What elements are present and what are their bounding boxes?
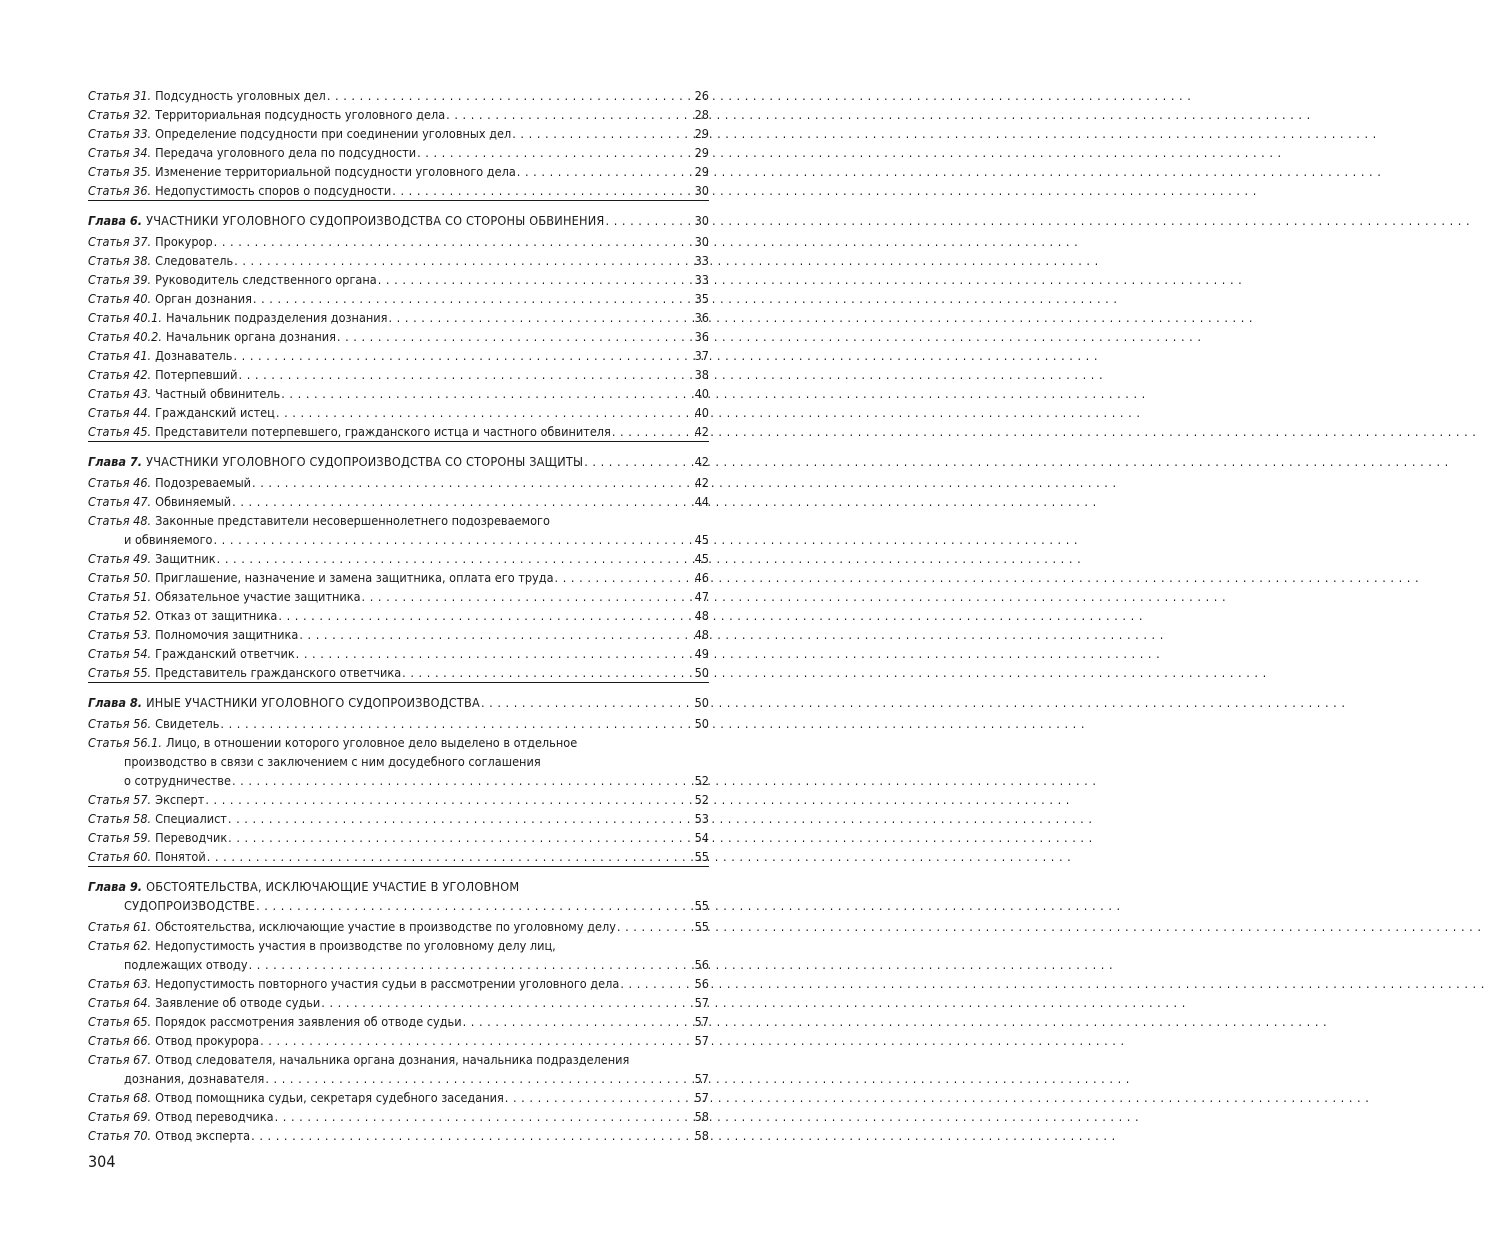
article-first-line	[88, 1050, 709, 1069]
article-entry[interactable]	[88, 809, 709, 828]
article-label: Статья 47.	[88, 494, 152, 509]
leader-dots	[299, 625, 693, 644]
article-page: 47	[694, 589, 709, 604]
leader-dots	[617, 917, 694, 936]
article-entry[interactable]	[88, 86, 709, 105]
article-entry[interactable]	[88, 790, 709, 809]
article-continuation	[88, 1069, 709, 1088]
article-continuation	[88, 530, 709, 549]
chapter-page: 30	[694, 213, 709, 228]
leader-dots	[207, 847, 694, 866]
article-entry[interactable]	[88, 422, 709, 441]
article-title: Орган дознания	[155, 291, 252, 306]
chapter-section	[88, 682, 709, 866]
article-entry[interactable]	[88, 270, 709, 289]
leader-dots	[281, 384, 693, 403]
article-title: Прокурор	[155, 234, 213, 249]
article-label: Статья 48.	[88, 513, 152, 528]
article-title: Территориальная подсудность уголовного дела	[155, 107, 446, 122]
article-label: Статья 63.	[88, 976, 152, 991]
article-label: Статья 54.	[88, 646, 152, 661]
article-title: Недопустимость участия в производстве по уголовному делу лиц,	[155, 938, 556, 953]
chapter-title: УЧАСТНИКИ УГОЛОВНОГО СУДОПРОИЗВОДСТВА СО СТОРОНЫ ОБВИНЕНИЯ	[146, 213, 605, 228]
article-title: Дознаватель	[155, 348, 233, 363]
article-first-line	[88, 936, 709, 955]
article-entry[interactable]	[88, 511, 709, 549]
leader-dots	[232, 492, 693, 511]
article-page: 30	[694, 183, 709, 198]
chapter-title-continued: СУДОПРОИЗВОДСТВЕ	[124, 898, 256, 913]
article-title: Начальник органа дознания	[165, 329, 336, 344]
article-continuation	[88, 771, 709, 790]
article-page: 37	[694, 348, 709, 363]
article-page: 45	[694, 532, 709, 547]
article-page: 28	[694, 107, 709, 122]
article-label: Статья 68.	[88, 1090, 152, 1105]
leader-dots	[232, 771, 694, 790]
article-entry[interactable]	[88, 1012, 709, 1031]
leader-dots	[505, 1088, 694, 1107]
article-title: Потерпевший	[155, 367, 238, 382]
article-label: Статья 64.	[88, 995, 152, 1010]
article-entry[interactable]	[88, 232, 709, 251]
article-page: 29	[694, 145, 709, 160]
article-title: Подсудность уголовных дел	[155, 88, 326, 103]
chapter-label: Глава 9.	[88, 879, 143, 894]
article-title-continued: и обвиняемого	[124, 532, 213, 547]
article-continuation	[88, 955, 709, 974]
chapter-label: Глава 7.	[88, 454, 143, 469]
article-entry[interactable]	[88, 1050, 709, 1088]
chapter-label: Глава 8.	[88, 695, 143, 710]
article-title-continued: о сотрудничестве	[124, 773, 231, 788]
article-page: 53	[694, 811, 709, 826]
article-label: Статья 46.	[88, 475, 152, 490]
article-entry[interactable]	[88, 993, 709, 1012]
article-label: Статья 61.	[88, 919, 152, 934]
article-title-continued: дознания, дознавателя	[124, 1071, 265, 1086]
article-title-continued: подлежащих отводу	[124, 957, 248, 972]
article-entry[interactable]	[88, 492, 709, 511]
article-label: Статья 52.	[88, 608, 152, 623]
article-label: Статья 32.	[88, 107, 152, 122]
article-label: Статья 57.	[88, 792, 152, 807]
leader-dots	[606, 211, 694, 230]
article-entry[interactable]	[88, 1031, 709, 1050]
article-page: 57	[694, 995, 709, 1010]
article-entry[interactable]	[88, 251, 709, 270]
article-label: Статья 58.	[88, 811, 152, 826]
article-entry[interactable]	[88, 936, 709, 974]
article-page: 48	[694, 608, 709, 623]
article-page: 26	[694, 88, 709, 103]
article-title: Понятой	[155, 849, 206, 864]
article-label: Статья 70.	[88, 1128, 152, 1143]
leader-dots	[517, 162, 694, 181]
article-title: Обстоятельства, исключающие участие в производстве по уголовному делу	[155, 919, 616, 934]
chapter-first-line	[88, 877, 709, 896]
article-label: Статья 56.	[88, 716, 152, 731]
chapter-entry[interactable]	[88, 877, 709, 915]
article-label: Статья 60.	[88, 849, 152, 864]
article-title: Отвод прокурора	[155, 1033, 260, 1048]
page-number: 304	[88, 1152, 116, 1171]
leader-dots	[252, 473, 694, 492]
leader-dots	[555, 568, 694, 587]
chapter-section	[88, 866, 709, 1145]
article-entry[interactable]	[88, 181, 709, 200]
chapter-entry[interactable]	[88, 693, 709, 712]
leader-dots	[296, 644, 694, 663]
leader-dots	[392, 181, 693, 200]
article-entry[interactable]	[88, 365, 709, 384]
article-title: Отвод переводчика	[155, 1109, 274, 1124]
leader-dots	[265, 1069, 693, 1088]
leader-dots	[512, 124, 693, 143]
leader-dots	[251, 1126, 693, 1145]
article-title: Следователь	[155, 253, 234, 268]
article-page: 36	[694, 310, 709, 325]
article-entry[interactable]	[88, 346, 709, 365]
article-page: 49	[694, 646, 709, 661]
article-page: 50	[694, 716, 709, 731]
leader-dots	[249, 955, 694, 974]
leader-dots	[278, 606, 693, 625]
article-label: Статья 34.	[88, 145, 152, 160]
table-of-contents	[88, 86, 709, 1145]
article-title: Обвиняемый	[155, 494, 232, 509]
leader-dots	[217, 549, 694, 568]
article-title: Обязательное участие защитника	[155, 589, 361, 604]
leader-dots	[388, 308, 693, 327]
article-page: 44	[694, 494, 709, 509]
article-label: Статья 56.1.	[88, 735, 162, 750]
article-entry[interactable]	[88, 105, 709, 124]
leader-dots	[260, 1031, 694, 1050]
article-title: Заявление об отводе судьи	[155, 995, 321, 1010]
article-title: Приглашение, назначение и замена защитника, оплата его труда	[155, 570, 554, 585]
article-label: Статья 37.	[88, 234, 152, 249]
article-label: Статья 59.	[88, 830, 152, 845]
article-group	[88, 86, 709, 200]
chapter-continuation	[88, 896, 709, 915]
article-entry[interactable]	[88, 568, 709, 587]
article-label: Статья 65.	[88, 1014, 152, 1029]
article-title: Специалист	[155, 811, 227, 826]
article-title: Отвод эксперта	[155, 1128, 251, 1143]
article-page: 56	[694, 976, 709, 991]
article-label: Статья 69.	[88, 1109, 152, 1124]
leader-dots	[213, 530, 693, 549]
article-entry[interactable]	[88, 143, 709, 162]
leader-dots	[228, 809, 694, 828]
article-title: Отвод следователя, начальника органа дознания, начальника подразделения	[155, 1052, 630, 1067]
article-entry[interactable]	[88, 974, 709, 993]
leader-dots	[463, 1012, 694, 1031]
leader-dots	[417, 143, 693, 162]
article-title: Законные представители несовершеннолетнего подозреваемого	[155, 513, 550, 528]
article-entry[interactable]	[88, 1088, 709, 1107]
leader-dots	[378, 270, 694, 289]
article-title: Гражданский истец	[155, 405, 275, 420]
article-title: Подозреваемый	[155, 475, 252, 490]
leader-dots	[220, 714, 693, 733]
article-entry[interactable]	[88, 473, 709, 492]
article-label: Статья 62.	[88, 938, 152, 953]
chapter-section	[88, 441, 709, 682]
leader-dots	[321, 993, 693, 1012]
article-entry[interactable]	[88, 403, 709, 422]
article-title: Недопустимость споров о подсудности	[155, 183, 392, 198]
leader-dots	[276, 403, 694, 422]
leader-dots	[253, 289, 694, 308]
article-label: Статья 51.	[88, 589, 152, 604]
article-label: Статья 41.	[88, 348, 152, 363]
article-entry[interactable]	[88, 384, 709, 403]
leader-dots	[612, 422, 694, 441]
article-page: 36	[694, 329, 709, 344]
article-page: 33	[694, 253, 709, 268]
article-page: 40	[694, 386, 709, 401]
article-title: Свидетель	[155, 716, 220, 731]
leader-dots	[362, 587, 694, 606]
chapter-section	[88, 200, 709, 441]
article-label: Статья 43.	[88, 386, 152, 401]
article-entry[interactable]	[88, 1126, 709, 1145]
leader-dots	[337, 327, 694, 346]
article-entry[interactable]	[88, 289, 709, 308]
article-title: Передача уголовного дела по подсудности	[155, 145, 417, 160]
article-page: 54	[694, 830, 709, 845]
article-title: Отвод помощника судьи, секретаря судебного заседания	[155, 1090, 504, 1105]
article-title: Отказ от защитника	[155, 608, 278, 623]
article-entry[interactable]	[88, 549, 709, 568]
leader-dots	[228, 828, 693, 847]
article-page: 55	[694, 849, 709, 864]
article-page: 52	[694, 792, 709, 807]
leader-dots	[233, 346, 693, 365]
article-label: Статья 55.	[88, 665, 152, 680]
article-entry[interactable]	[88, 587, 709, 606]
article-entry[interactable]	[88, 917, 709, 936]
article-page: 50	[694, 665, 709, 680]
chapter-title: ИНЫЕ УЧАСТНИКИ УГОЛОВНОГО СУДОПРОИЗВОДСТВА	[146, 695, 480, 710]
article-entry[interactable]	[88, 733, 709, 790]
article-label: Статья 39.	[88, 272, 152, 287]
article-page: 57	[694, 1071, 709, 1086]
article-page: 40	[694, 405, 709, 420]
article-title: Изменение территориальной подсудности уголовного дела	[155, 164, 516, 179]
article-page: 45	[694, 551, 709, 566]
chapter-title: УЧАСТНИКИ УГОЛОВНОГО СУДОПРОИЗВОДСТВА СО СТОРОНЫ ЗАЩИТЫ	[146, 454, 584, 469]
leader-dots	[256, 896, 693, 915]
article-label: Статья 50.	[88, 570, 152, 585]
article-page: 56	[694, 957, 709, 972]
article-label: Статья 44.	[88, 405, 152, 420]
article-entry[interactable]	[88, 124, 709, 143]
leader-dots	[327, 86, 694, 105]
article-entry[interactable]	[88, 606, 709, 625]
article-first-line	[88, 733, 709, 752]
leader-dots	[205, 790, 693, 809]
article-title: Эксперт	[155, 792, 205, 807]
chapter-entry[interactable]	[88, 452, 709, 471]
chapter-page: 50	[694, 695, 709, 710]
article-title: Представитель гражданского ответчика	[155, 665, 402, 680]
leader-dots	[275, 1107, 694, 1126]
article-title: Представители потерпевшего, гражданского истца и частного обвинителя	[155, 424, 611, 439]
article-entry[interactable]	[88, 1107, 709, 1126]
article-title: Начальник подразделения дознания	[165, 310, 388, 325]
article-label: Статья 40.	[88, 291, 152, 306]
article-label: Статья 67.	[88, 1052, 152, 1067]
leader-dots	[620, 974, 693, 993]
article-page: 29	[694, 126, 709, 141]
article-page: 35	[694, 291, 709, 306]
article-page: 58	[694, 1128, 709, 1143]
article-page: 55	[694, 919, 709, 934]
article-page: 33	[694, 272, 709, 287]
article-entry[interactable]	[88, 162, 709, 181]
article-label: Статья 35.	[88, 164, 152, 179]
leader-dots	[214, 232, 694, 251]
article-title: Определение подсудности при соединении уголовных дел	[155, 126, 512, 141]
article-page: 57	[694, 1090, 709, 1105]
article-page: 48	[694, 627, 709, 642]
chapter-page: 55	[694, 898, 709, 913]
leader-dots	[239, 365, 694, 384]
article-page: 42	[694, 424, 709, 439]
leader-dots	[584, 452, 693, 471]
article-page: 30	[694, 234, 709, 249]
article-page: 38	[694, 367, 709, 382]
article-page: 42	[694, 475, 709, 490]
article-page: 58	[694, 1109, 709, 1124]
article-entry[interactable]	[88, 847, 709, 866]
article-page: 52	[694, 773, 709, 788]
article-label: Статья 40.2.	[88, 329, 162, 344]
leader-dots	[481, 693, 694, 712]
article-label: Статья 36.	[88, 183, 152, 198]
article-label: Статья 33.	[88, 126, 152, 141]
article-title: Лицо, в отношении которого уголовное дело выделено в отдельное	[165, 735, 578, 750]
article-page: 29	[694, 164, 709, 179]
chapter-label: Глава 6.	[88, 213, 143, 228]
article-entry[interactable]	[88, 714, 709, 733]
article-title: Гражданский ответчик	[155, 646, 295, 661]
article-entry[interactable]	[88, 308, 709, 327]
article-title: Защитник	[155, 551, 216, 566]
leader-dots	[446, 105, 693, 124]
article-entry[interactable]	[88, 327, 709, 346]
article-title: Руководитель следственного органа	[155, 272, 377, 287]
chapter-title: ОБСТОЯТЕЛЬСТВА, ИСКЛЮЧАЮЩИЕ УЧАСТИЕ В УГОЛОВНОМ	[146, 879, 520, 894]
article-title: Полномочия защитника	[155, 627, 299, 642]
article-label: Статья 66.	[88, 1033, 152, 1048]
article-title: Частный обвинитель	[155, 386, 281, 401]
article-first-line	[88, 511, 709, 530]
chapter-page: 42	[694, 454, 709, 469]
article-label: Статья 49.	[88, 551, 152, 566]
article-page: 57	[694, 1014, 709, 1029]
article-title: Недопустимость повторного участия судьи в рассмотрении уголовного дела	[155, 976, 620, 991]
article-label: Статья 38.	[88, 253, 152, 268]
article-entry[interactable]	[88, 644, 709, 663]
article-label: Статья 40.1.	[88, 310, 162, 325]
chapter-entry[interactable]	[88, 211, 709, 230]
article-entry[interactable]	[88, 828, 709, 847]
article-label: Статья 42.	[88, 367, 152, 382]
article-entry[interactable]	[88, 625, 709, 644]
article-title: Порядок рассмотрения заявления об отводе судьи	[155, 1014, 462, 1029]
article-label: Статья 31.	[88, 88, 152, 103]
leader-dots	[234, 251, 693, 270]
article-page: 46	[694, 570, 709, 585]
leader-dots	[402, 663, 693, 682]
article-label: Статья 45.	[88, 424, 152, 439]
article-page: 57	[694, 1033, 709, 1048]
article-title: Переводчик	[155, 830, 228, 845]
article-label: Статья 53.	[88, 627, 152, 642]
article-entry[interactable]	[88, 663, 709, 682]
article-title-middle: производство в связи с заключением с ним досудебного соглашения	[124, 754, 541, 769]
